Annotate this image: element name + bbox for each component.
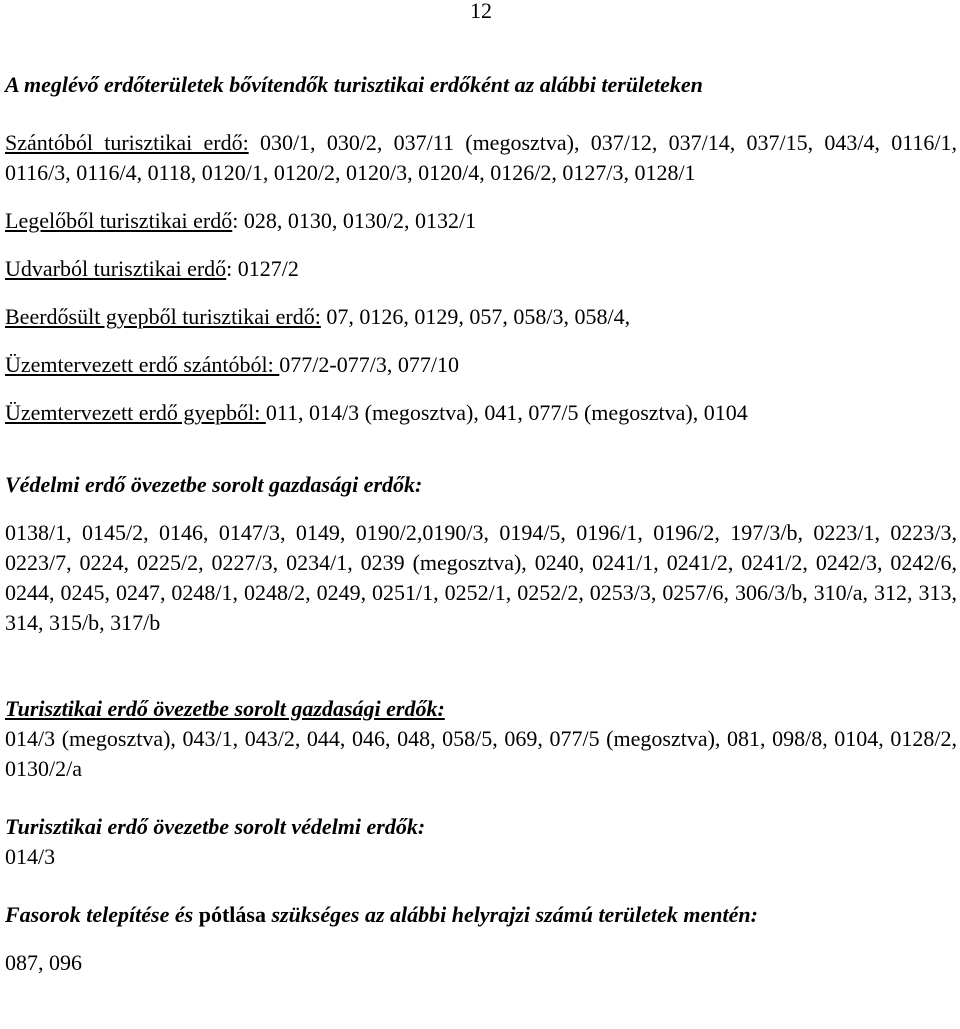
line-szanto	[5, 128, 957, 188]
section-heading-vedelmi: Védelmi erdő övezetbe sorolt gazdasági erdők:	[5, 472, 423, 497]
line-legelo	[5, 206, 957, 236]
line-label: Legelőből turisztikai erdő	[5, 208, 233, 233]
line-label: Üzemtervezett erdő szántóból:	[5, 352, 280, 377]
section-heading-turisztikai-vedelmi: Turisztikai erdő övezetbe sorolt védelmi erdők:	[5, 814, 426, 839]
section-heading-turisztikai-gazdasagi: Turisztikai erdő övezetbe sorolt gazdasági erdők:	[5, 696, 445, 721]
section-heading-fasorok	[5, 900, 957, 930]
line-uzem-gyep	[5, 398, 957, 428]
line-text: 011, 014/3 (megosztva), 041, 077/5 (megosztva), 0104	[265, 400, 748, 425]
section-text-vedelmi: 0138/1, 0145/2, 0146, 0147/3, 0149, 0190/2,0190/3, 0194/5, 0196/1, 0196/2, 197/3/b, 0223/1, 0223/3, 0223/7, 0224, 0225/2, 0227/3, 0234/1, 0239 (megosztva), 0240, 0241/1, 0241/2, 0241/2, 0242/3, 0242/6, 0244, 0245, 0247, 0248/1, 0248/2, 0249, 0251/1, 0252/1, 0252/2, 0253/3, 0257/6, 306/3/b, 310/a, 312, 313, 314, 315/b, 317/b	[5, 520, 957, 635]
line-beerdosult	[5, 302, 957, 332]
page-number: 12	[470, 0, 492, 23]
section-text-turisztikai-gazdasagi: 014/3 (megosztva), 043/1, 043/2, 044, 046, 048, 058/5, 069, 077/5 (megosztva), 081, 098/8, 0104, 0128/2, 0130/2/a	[5, 726, 957, 781]
line-uzem-szanto	[5, 350, 957, 380]
line-text: : 0127/2	[226, 256, 299, 281]
line-udvar	[5, 254, 957, 284]
line-label: Beerdősült gyepből turisztikai erdő:	[5, 304, 321, 329]
heading-part: szükséges az alábbi helyrajzi számú területek mentén:	[265, 902, 758, 927]
document-body	[5, 70, 957, 978]
section-text-turisztikai-vedelmi: 014/3	[5, 844, 56, 869]
line-text: : 028, 0130, 0130/2, 0132/1	[232, 208, 477, 233]
line-text: 077/2-077/3, 077/10	[279, 352, 459, 377]
section-heading-expansion: A meglévő erdőterületek bővítendők turisztikai erdőként az alábbi területeken	[5, 72, 703, 97]
line-text: 030/1, 030/2, 037/11 (megosztva), 037/12, 037/14, 037/15, 043/4, 0116/1, 0116/3, 0116/4, 0118, 0120/1, 0120/2, 0120/3, 0120/4, 0126/2, 0127/3, 0128/1	[5, 130, 957, 185]
section-text-fasorok: 087, 096	[5, 950, 82, 975]
heading-part: Fasorok telepítése és	[5, 902, 199, 927]
line-text: 07, 0126, 0129, 057, 058/3, 058/4,	[320, 304, 631, 329]
heading-part: pótlása	[198, 902, 266, 927]
line-label: Üzemtervezett erdő gyepből:	[5, 400, 266, 425]
line-label: Szántóból turisztikai erdő:	[5, 130, 249, 155]
line-label: Udvarból turisztikai erdő	[5, 256, 227, 281]
